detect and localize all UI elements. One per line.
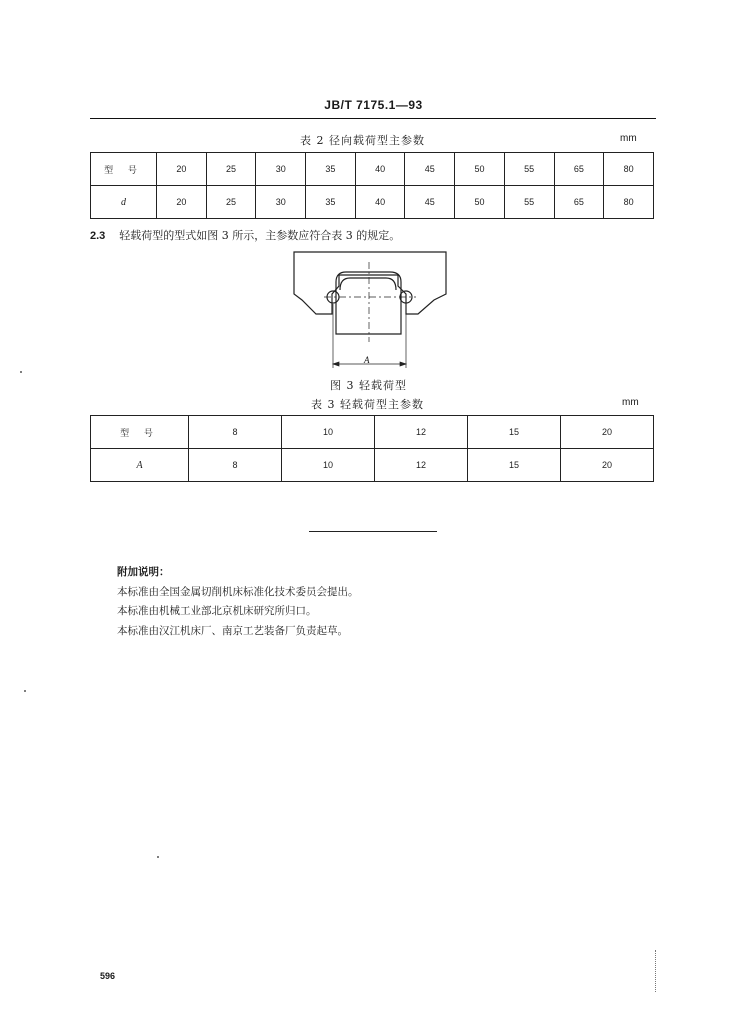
notes-line: 本标准由全国金属切削机床标准化技术委员会提出。 [117,585,359,598]
table3-row-label: 型 号 [91,416,189,449]
notes-line: 本标准由机械工业部北京机床研究所归口。 [117,605,317,617]
additional-notes [117,563,359,641]
table2-cell: 80 [604,153,654,186]
table3-row-label: A [91,449,189,482]
table3-cell: 8 [189,416,282,449]
section-divider [309,531,437,532]
table2-row-model [91,153,654,186]
table2-caption: 表 2 径向载荷型主参数 [300,134,425,147]
document-code: JB/T 7175.1—93 [324,98,423,112]
retainer-inner [340,278,396,290]
table2-cell: 55 [504,153,554,186]
table3-caption: 表 3 轻载荷型主参数 [311,398,424,411]
table3-cell: 10 [282,416,375,449]
table2-cell: 45 [405,153,455,186]
notes-title: 附加说明： [117,566,170,578]
scan-speck [20,371,22,373]
table3-row-model [91,416,654,449]
table2-row-label: d [91,186,157,219]
table2-cell: 65 [554,186,604,219]
clause-text: 轻载荷型的型式如图 3 所示，主参数应符合表 3 的规定。 [119,229,401,242]
scan-speck [157,856,159,858]
table2-row-label: 型 号 [91,153,157,186]
table2-cell: 30 [256,153,306,186]
table2-cell: 80 [604,186,654,219]
table2-cell: 65 [554,153,604,186]
table3-cell: 8 [189,449,282,482]
table2-cell: 50 [455,186,505,219]
dim-arrow-right [400,362,406,366]
table2-cell: 55 [504,186,554,219]
table2-cell: 30 [256,186,306,219]
housing-outline [294,252,446,314]
table3-row-a [91,449,654,482]
figure3-caption: 图 3 轻载荷型 [330,379,407,392]
table2-cell: 20 [157,186,207,219]
table2-row-d [91,186,654,219]
notes-line: 本标准由汉江机床厂、南京工艺装备厂负责起草。 [117,624,348,637]
table3 [90,415,654,482]
page-number: 596 [100,971,116,981]
table2-cell: 25 [206,186,256,219]
table3-cell: 12 [375,416,468,449]
table2-unit: mm [620,133,637,144]
table3-unit: mm [622,397,639,408]
scan-edge-mark [655,950,656,992]
table3-cell: 20 [561,416,654,449]
table2-cell: 25 [206,153,256,186]
table2-cell: 20 [157,153,207,186]
table3-cell: 10 [282,449,375,482]
header-rule [90,118,656,119]
table2-cell: 45 [405,186,455,219]
table3-cell: 15 [468,416,561,449]
table3-cell: 12 [375,449,468,482]
dimension-label: A [364,355,370,365]
table3-cell: 20 [561,449,654,482]
table2-cell: 35 [306,153,356,186]
dim-arrow-left [333,362,339,366]
table2-cell: 35 [306,186,356,219]
table2-cell: 50 [455,153,505,186]
table2-cell: 40 [355,153,405,186]
clause-number: 2.3 [90,230,106,242]
scan-speck [24,690,26,692]
table2 [90,152,654,219]
retainer-outline [336,272,401,334]
clause-2-3 [90,227,400,243]
table2-cell: 40 [355,186,405,219]
table3-cell: 15 [468,449,561,482]
